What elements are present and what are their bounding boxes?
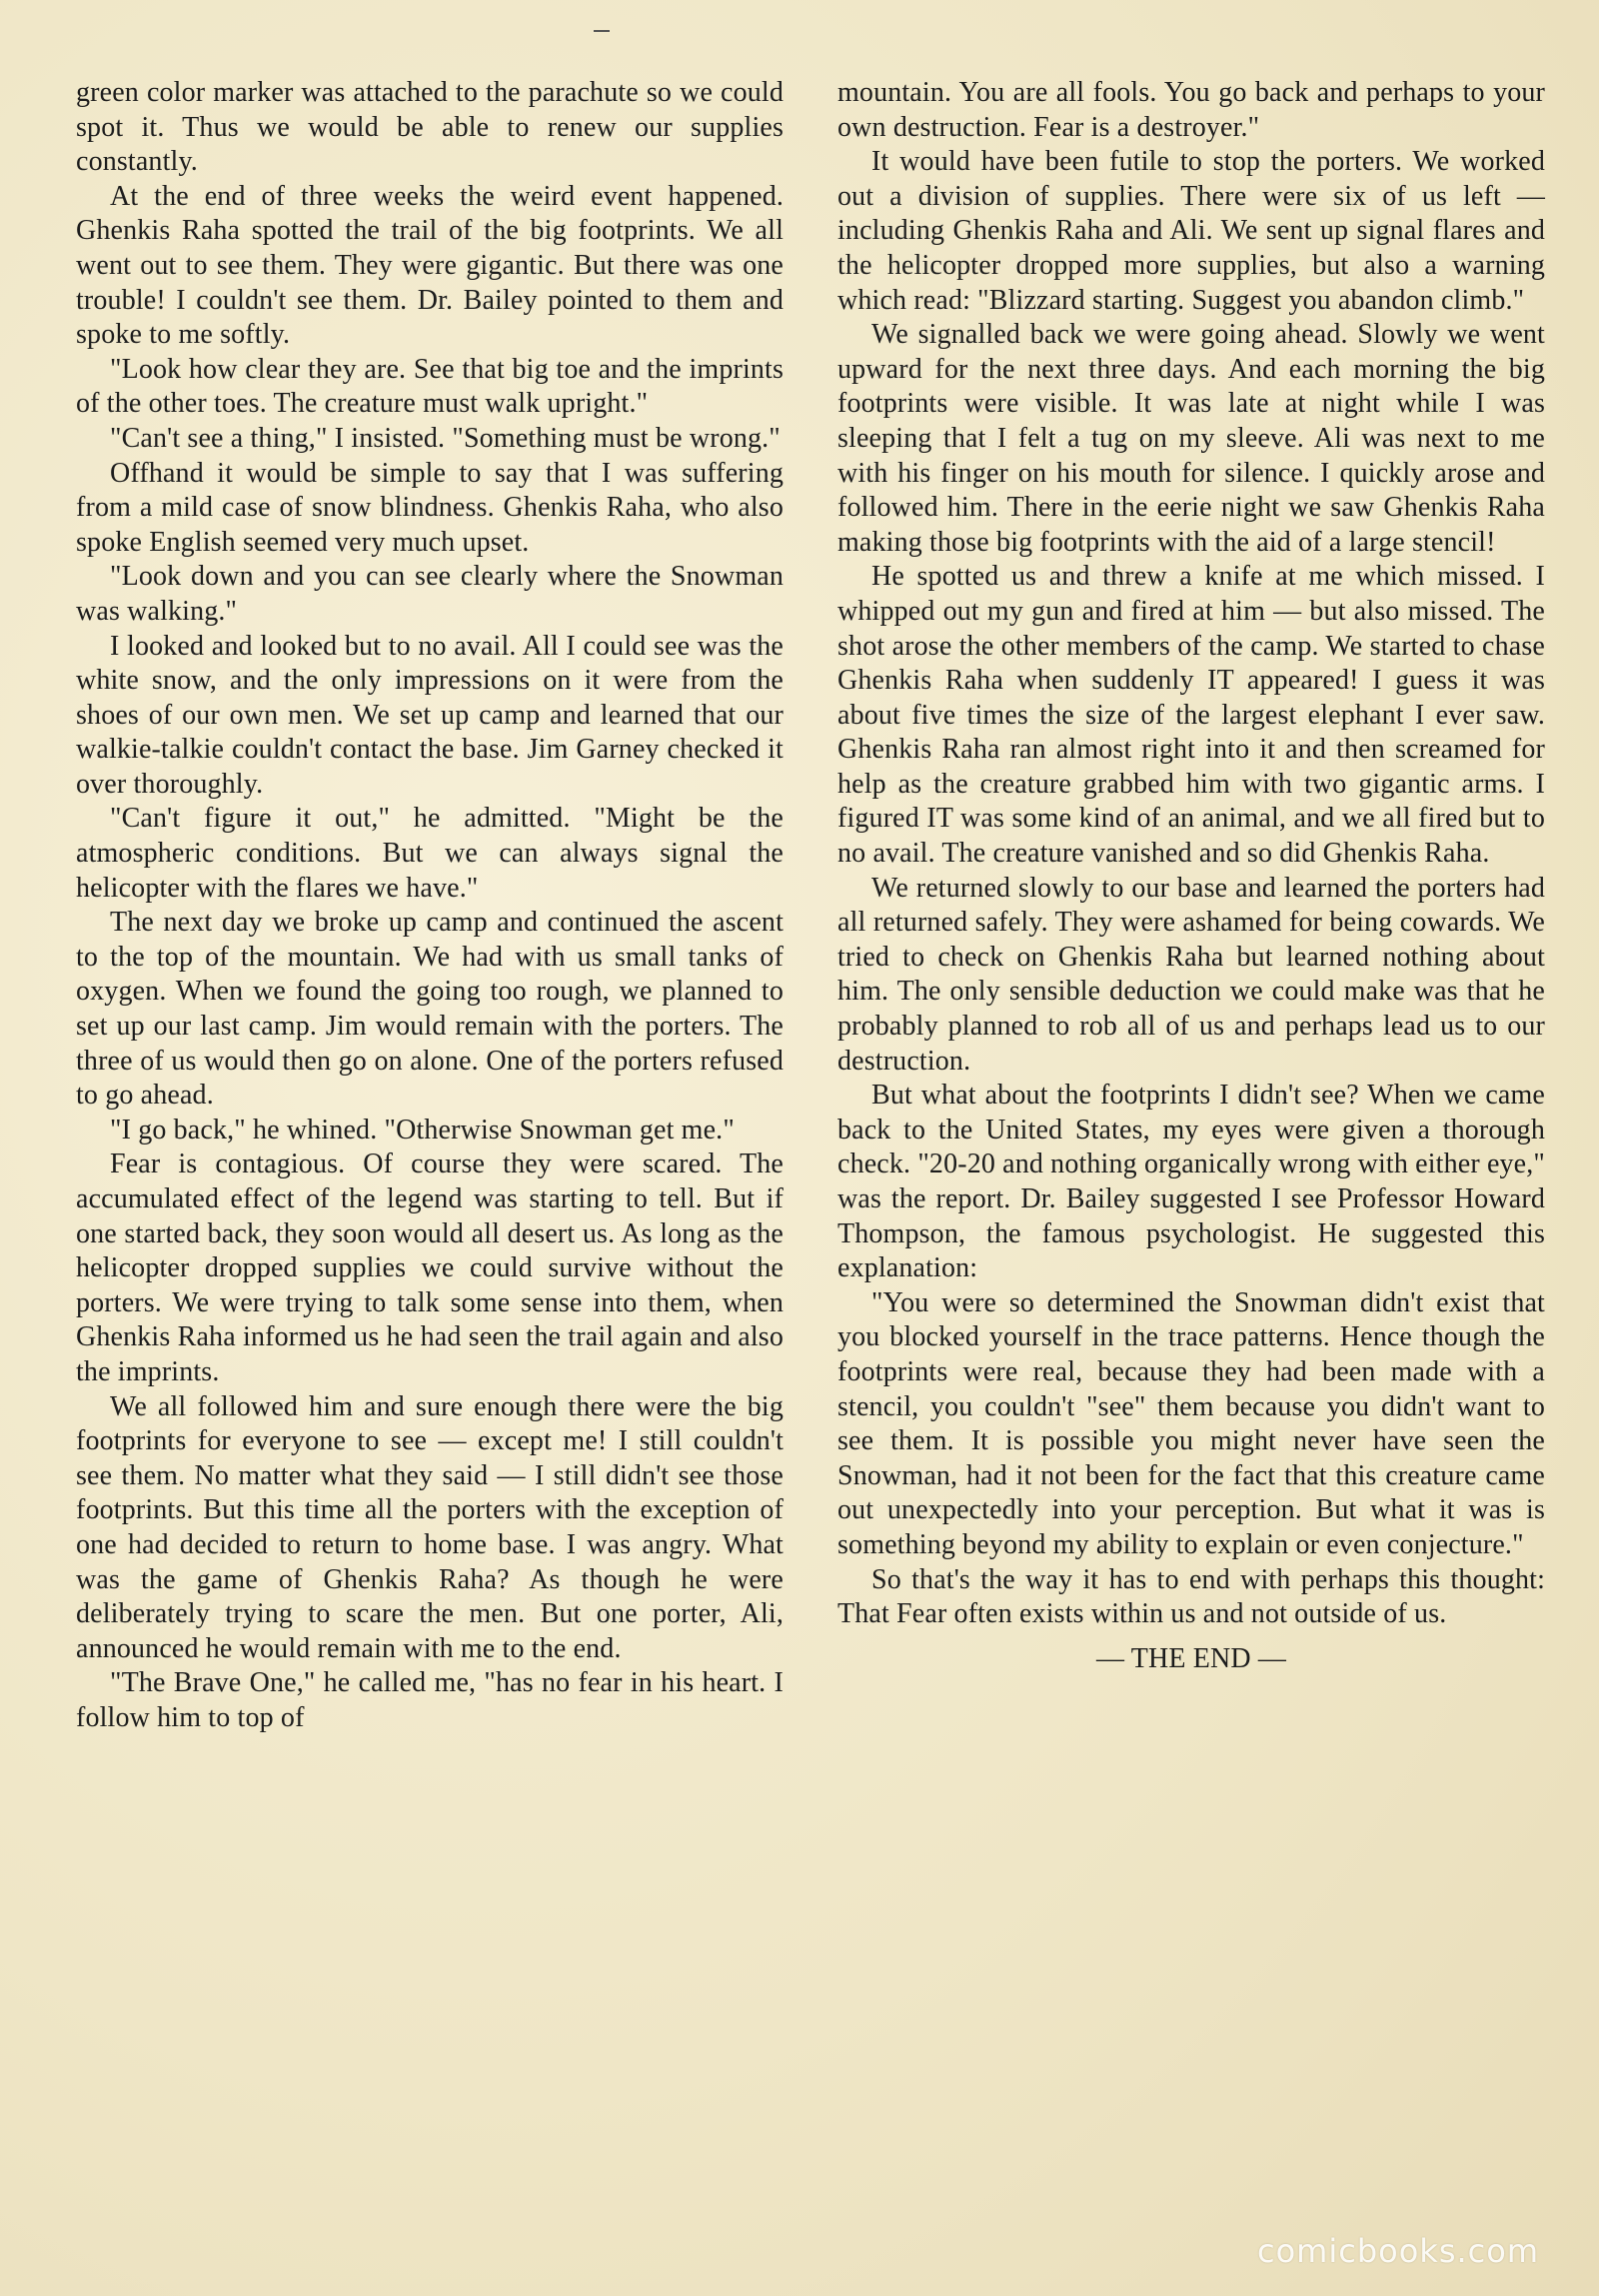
paragraph: The next day we broke up camp and continued the ascent to the top of the mountain. We had with us small tanks of oxygen. When we found the going too rough, we planned to set up our last camp. Jim would remain with the porters. The three of us would then go on alone. One of the porters refused to go ahead. — [76, 907, 784, 1112]
paragraph: He spotted us and threw a knife at me which missed. I whipped out my gun and fired at him — but also missed. The shot arose the other members of the camp. We started to chase Ghenkis Raha when suddenly IT appeared! I guess it was about five times the size of the largest elephant I ever saw. Ghenkis Raha ran almost right into it and then screamed for help as the creature grabbed him with two gigantic arms. I figured IT was some kind of an animal, and we all fired but to no avail. The creature vanished and so did Ghenkis Raha. — [837, 561, 1545, 870]
paragraph: So that's the way it has to end with perhaps this thought: That Fear often exists within us and not outside of us. — [837, 1563, 1545, 1630]
paragraph: Fear is contagious. Of course they were scared. The accumulated effect of the legend was starting to tell. But if one started back, they soon would all desert us. As long as the helicopter dropped supplies we could survive without the porters. We were trying to talk some sense into them, when Ghenkis Raha informed us he had seen the trail again and also the imprints. — [76, 1148, 784, 1387]
paragraph: Offhand it would be simple to say that I was suffering from a mild case of snow blindness. Ghenkis Raha, who also spoke English seemed very much upset. — [76, 457, 784, 558]
right-column — [837, 76, 1545, 1676]
paragraph: "Can't figure it out," he admitted. "Might be the atmospheric conditions. But we can always signal the helicopter with the flares we have." — [76, 803, 784, 904]
paragraph: mountain. You are all fools. You go back and perhaps to your own destruction. Fear is a destroyer." — [837, 77, 1545, 143]
paragraph: At the end of three weeks the weird event happened. Ghenkis Raha spotted the trail of the big footprints. We all went out to see them. They were gigantic. But there was one trouble! I couldn't see them. Dr. Bailey pointed to them and spoke to me softly. — [76, 180, 784, 351]
page-top-mark — [594, 30, 610, 32]
paragraph: It would have been futile to stop the porters. We worked out a division of supplies. There were six of us left — including Ghenkis Raha and Ali. We sent up signal flares and the helicopter dropped more supplies, but also a warning which read: "Blizzard starting. Suggest you abandon climb." — [837, 146, 1545, 316]
paragraph: I looked and looked but to no avail. All I could see was the white snow, and the only impressions on it were from the shoes of our own men. We set up camp and learned that our walkie-talkie couldn't contact the base. Jim Garney checked it over thoroughly. — [76, 630, 784, 800]
the-end-marker: — THE END — — [1095, 1642, 1287, 1674]
paragraph: We returned slowly to our base and learned the porters had all returned safely. They were ashamed for being cowards. We tried to check on Ghenkis Raha but learned nothing about him. The only sensible deduction we could make was that he probably planned to rob all of us and perhaps lead us to our destruction. — [837, 872, 1545, 1077]
paragraph: "Look how clear they are. See that big toe and the imprints of the other toes. The creature must walk upright." — [76, 353, 784, 420]
paragraph: We signalled back we were going ahead. Slowly we went upward for the next three days. And each morning the big footprints were visible. It was late at night while I was sleeping that I felt a tug on my sleeve. Ali was next to me with his finger on his mouth for silence. I quickly arose and followed him. There in the eerie night we saw Ghenkis Raha making those big footprints with the aid of a large stencil! — [837, 319, 1545, 558]
paragraph: "The Brave One," he called me, "has no fear in his heart. I follow him to top of — [76, 1667, 784, 1733]
paragraph: We all followed him and sure enough there were the big footprints for everyone to see — except me! I still couldn't see them. No matter what they said — I still didn't see those footprints. But this time all the porters with the exception of one had decided to return to home base. I was angry. What was the game of Ghenkis Raha? As though he were deliberately trying to scare the men. But one porter, Ali, announced he would remain with me to the end. — [76, 1390, 784, 1664]
left-column — [76, 76, 784, 1736]
paragraph: "Look down and you can see clearly where the Snowman was walking." — [76, 561, 784, 627]
paragraph: "You were so determined the Snowman didn't exist that you blocked yourself in the trace patterns. Hence though the footprints were real, because they had been made with a stencil, you couldn't "see" them because you didn't want to see them. It is possible you might never have seen the Snowman, had it not been for the fact that this creature came out unexpectedly into your perception. But what it was is something beyond my ability to explain or even conjecture." — [837, 1286, 1545, 1560]
paragraph: "I go back," he whined. "Otherwise Snowman get me." — [110, 1114, 735, 1146]
paragraph: green color marker was attached to the parachute so we could spot it. Thus we would be able to renew our supplies constantly. — [76, 77, 784, 178]
paragraph: "Can't see a thing," I insisted. "Something must be wrong." — [110, 422, 781, 454]
site-watermark: comicbooks.com — [1256, 2232, 1539, 2270]
paragraph: But what about the footprints I didn't see? When we came back to the United States, my eyes were given a thorough check. "20-20 and nothing organically wrong with either eye," was the report. Dr. Bailey suggested I see Professor Howard Thompson, the famous psychologist. He suggested this explanation: — [837, 1080, 1545, 1284]
